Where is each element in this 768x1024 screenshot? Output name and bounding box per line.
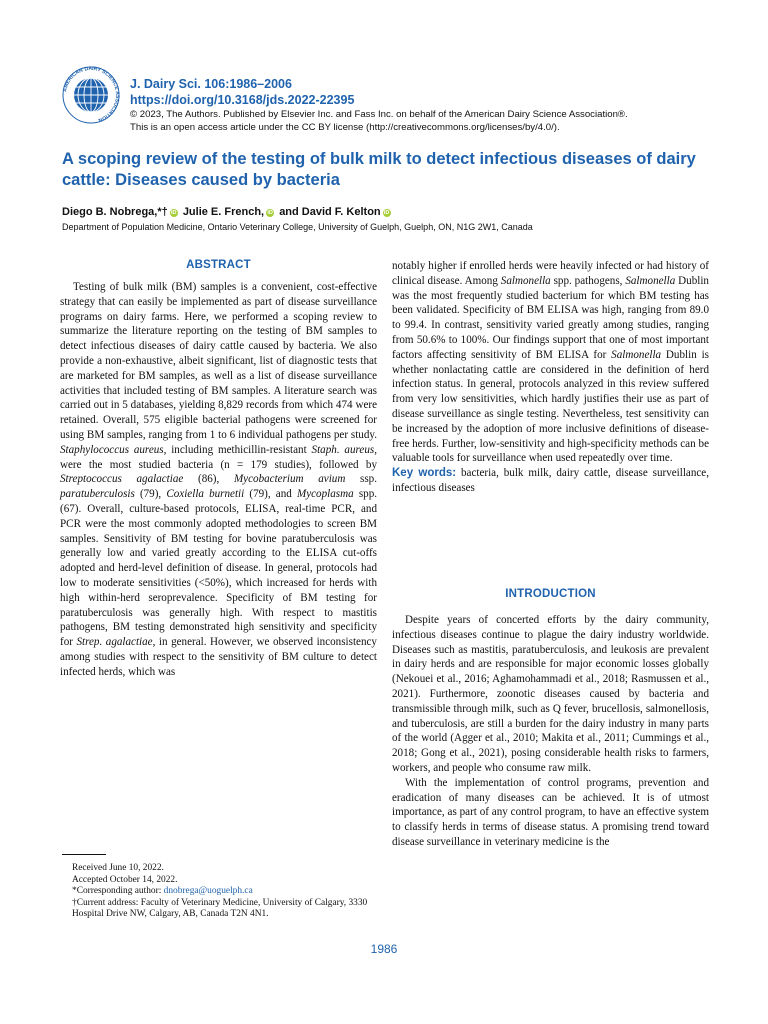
abstract-right-column [392, 259, 709, 496]
abstract-text: , including methicillin-resistant [163, 443, 307, 456]
affiliation: Department of Population Medicine, Ontario Veterinary College, University of Guelph, Guelph, ON, N1G 2W1, Canada [62, 222, 533, 232]
orcid-icon[interactable]: iD [171, 210, 177, 216]
species-name: Salmonella [611, 348, 662, 361]
article-title: A scoping review of the testing of bulk milk to detect infectious diseases of dairy cattle: Diseases caused by bacteria [62, 150, 696, 189]
species-name: Mycobacterium avium [233, 473, 346, 486]
abstract-text: spp. (67). Overall, culture-based protocols, ELISA, real-time PCR, and PCR were the most commonly adopted methodologies to screen BM samples. Sensitivity of BM testing for bovine paratuberculosis was generally low and varied greatly according to the ELISA cut-offs adopted and herd-level definition of disease. In general, protocols had low to moderate sensitivities (<50%), which increased for herds with high within-herd seroprevalence. Specificity of BM testing for paratuberculosis was generally high. With respect to mastitis pathogens, BM testing demonstrated high sensitivity and specificity for [60, 488, 378, 649]
author-email[interactable]: dnobrega@uoguelph.ca [163, 886, 253, 897]
page-number: 1986 [370, 942, 398, 956]
abstract-heading: ABSTRACT [186, 259, 251, 271]
footnote-divider [62, 854, 106, 855]
corresponding-author [62, 886, 372, 898]
journal-reference: J. Dairy Sci. 106:1986–2006 [130, 77, 292, 91]
species-name: paratuberculosis [60, 488, 135, 501]
abstract-text: spp. pathogens, [553, 274, 623, 287]
author-1: Diego B. Nobrega,*† [62, 206, 168, 218]
abstract-text: Testing of bulk milk (BM) samples is a convenient, cost-effective strategy that can easily be implemented as part of disease surveillance programs on dairy farms. Here, we performed a scoping review to summarize the literature reporting on the testing of BM samples to detect infectious diseases of dairy cattle caused by bacteria. We also provide a non-exhaustive, albeit significant, list of diagnostic tests that are marketed for BM samples, as well as a list of disease surveillance activities that included testing of BM samples. A literature search was carried out in 5 databases, yielding 8,829 records from which 474 were retained. Overall, 575 eligible bacterial pathogens were screened for using BM samples, ranging from 1 to 6 individual pathogens per study. [60, 281, 377, 441]
journal-header [130, 76, 730, 134]
species-name: Streptococcus agalactiae [60, 473, 184, 486]
species-name: Coxiella burnetii [166, 488, 245, 501]
author-3: and David F. Kelton [279, 206, 381, 218]
abstract-paragraph [60, 280, 377, 680]
received-date: Received June 10, 2022. [72, 863, 164, 873]
abstract-text: (79), [139, 488, 162, 501]
corresponding-label: *Corresponding author: [72, 886, 162, 897]
abstract-text: (79), and [249, 488, 292, 501]
abstract-text: (86), [198, 473, 220, 486]
footnotes [62, 863, 372, 921]
accepted-date: Accepted October 14, 2022. [72, 874, 178, 885]
orcid-icon[interactable]: iD [383, 210, 390, 216]
current-address: †Current address: Faculty of Veterinary Medicine, University of Calgary, 3330 Hospital Drive NW, Calgary, AB, Canada T2N 4N1. [72, 897, 368, 920]
keywords-label: Key words: [392, 467, 457, 480]
abstract-text: Dublin was the most frequently studied bacterium for which BM testing has been validated. Specificity of BM ELISA was high, ranging from 89.0 to 99.4. In contrast, sensitivity varied greatly among studies, ranging from 50.6% to 100%. Our findings support that one of most important factors affecting sensitivity of BM ELISA for [392, 274, 709, 361]
abstract-left-column [60, 280, 377, 680]
species-name: Staphylococcus aureus [60, 443, 164, 456]
species-name: Strep. agalactiae [76, 636, 153, 649]
orcid-icon[interactable]: iD [267, 210, 273, 216]
species-name: Salmonella [500, 274, 551, 287]
adsa-logo [62, 66, 120, 124]
species-name: Staph. aureus [311, 443, 375, 456]
author-list [62, 206, 712, 218]
keywords-list: bacteria, bulk milk, dairy cattle, disease surveillance, infectious diseases [392, 467, 709, 494]
license-line: This is an open access article under the CC BY license (http://creativecommons.org/licenses/by/4.0/). [130, 121, 560, 133]
copyright-notice [130, 109, 730, 134]
abstract-text: , were the most studied bacteria (n = 179 studies), followed by [60, 443, 377, 471]
intro-paragraph-2: With the implementation of control programs, prevention and eradication of many diseases can be achieved. It is of utmost importance, as part of any control program, to have an effective system to classify herds in terms of disease status. A promising trend toward disease surveillance in veterinary medicine is the [392, 776, 709, 848]
species-name: Mycoplasma [296, 488, 354, 501]
introduction-body [392, 613, 709, 850]
introduction-heading: INTRODUCTION [505, 588, 596, 600]
copyright-line: © 2023, The Authors. Published by Elsevier Inc. and Fass Inc. on behalf of the American Dairy Science Association®. [130, 109, 628, 120]
abstract-text: , in general. However, we observed inconsistency among studies with respect to the sensitivity of BM culture to detect infected herds, which was [60, 636, 377, 678]
keywords [392, 466, 709, 496]
doi-link[interactable]: https://doi.org/10.3168/jds.2022-22395 [130, 93, 355, 107]
logo-text: AMERICAN DAIRY SCIENCE ASSOCIATION [62, 66, 120, 123]
intro-paragraph-1: Despite years of concerted efforts by the dairy community, infectious diseases continue to plague the dairy industry worldwide. Diseases such as mastitis, paratuberculosis, and leukosis are prevalent in dairy herds and are responsible for major economic losses globally (Nekouei et al., 2016; Aghamohammadi et al., 2018; Rasmussen et al., 2021). Furthermore, zoonotic diseases caused by bacteria and transmissible through milk, such as Q fever, brucellosis, salmonellosis, and tuberculosis, are still a burden for the dairy industry in many parts of the world (Agger et al., 2010; Makita et al., 2011; Cummings et al., 2018; Gong et al., 2021), posing considerable health risks to farmers, workers, and people who consume raw milk. [392, 614, 709, 774]
author-2: Julie E. French, [182, 206, 265, 218]
abstract-text: ssp. [360, 473, 377, 486]
abstract-text: notably higher if enrolled herds were heavily infected or had history of clinical disease. Among [392, 260, 709, 287]
species-name: Salmonella [625, 274, 676, 287]
abstract-text: Dublin is whether nonlactating cattle are considered in the definition of herd infection status. In general, protocols analyzed in this review suffered from very low sensitivities, which hardly justifies their use as part of disease surveillance as single testing. Nevertheless, test sensitivity can be increased by the adoption of more inclusive definitions of disease-free herds. Further, low-sensitivity and high-specificity methods can be valuable tools for surveillance when used repeatedly over time. [392, 348, 709, 465]
abstract-continuation [392, 259, 709, 466]
